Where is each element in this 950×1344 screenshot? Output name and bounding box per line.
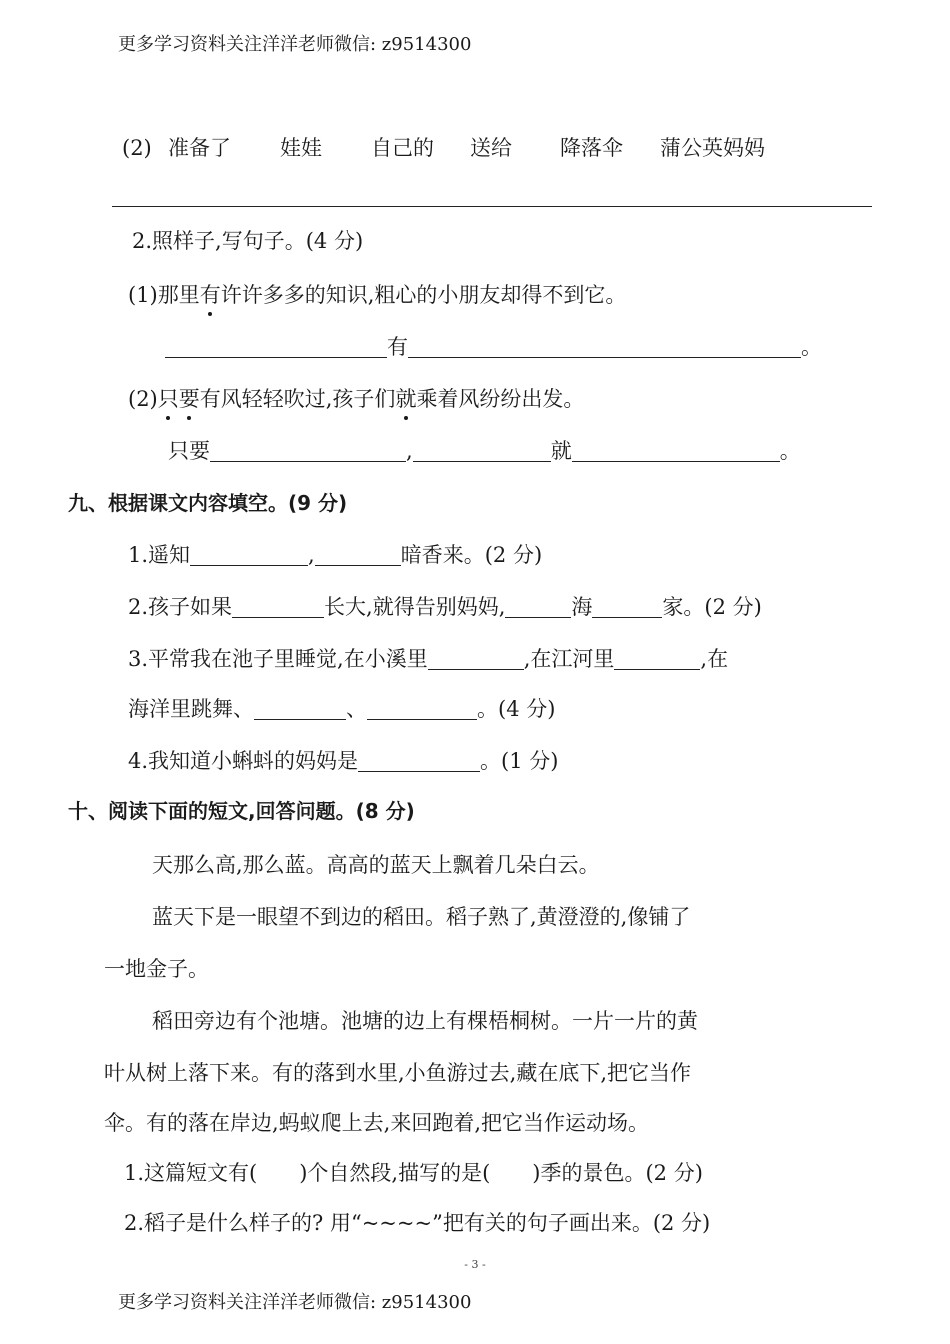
fill-blank[interactable] [210,439,406,462]
emphasis-dot: 只 [157,387,179,411]
q2-title: 2.照样子,写句子。(4 分) [132,229,364,253]
word-chip: 娃娃 [280,136,322,160]
answer-line [112,206,872,207]
section-9-title: 九、根据课文内容填空。(9 分) [68,491,348,515]
sec9-q3-cont: 海洋里跳舞、 、 。(4 分) [128,697,556,721]
fill-blank[interactable] [315,543,401,566]
emphasis-dot: 就 [395,387,417,411]
q1-2-label: (2) [122,136,152,160]
fill-blank[interactable] [408,335,801,358]
fill-blank[interactable] [428,647,524,670]
fill-blank[interactable] [413,439,551,462]
fill-blank[interactable] [358,749,480,772]
passage-paragraph-3-cont: 伞。有的落在岸边,蚂蚁爬上去,来回跑着,把它当作运动场。 [104,1111,650,1135]
sec9-q2: 2.孩子如果 长大,就得告别妈妈, 海 家。(2 分) [128,595,762,619]
passage-paragraph-1: 天那么高,那么蓝。高高的蓝天上飘着几朵白云。 [152,853,600,877]
fill-blank[interactable] [165,335,387,358]
fill-blank[interactable] [505,595,571,618]
word-chip: 降落伞 [560,136,623,160]
fill-blank[interactable] [254,697,346,720]
emphasis-dot: 要 [178,387,200,411]
fill-blank[interactable] [592,595,662,618]
fill-blank[interactable] [572,439,780,462]
word-chip: 蒲公英妈妈 [660,136,765,160]
sec10-q2: 2.稻子是什么样子的? 用“~~~~”把有关的句子画出来。(2 分) [124,1211,711,1235]
q2-example-2: (2)只要有风轻轻吹过,孩子们就乘着风纷纷出发。 [128,387,585,411]
passage-paragraph-2-cont: 一地金子。 [104,957,209,981]
section-10-title: 十、阅读下面的短文,回答问题。(8 分) [68,799,415,823]
footer-watermark: 更多学习资料关注洋洋老师微信: z9514300 [118,1292,472,1313]
passage-paragraph-2: 蓝天下是一眼望不到边的稻田。稻子熟了,黄澄澄的,像铺了 [152,905,691,929]
word-chip: 自己的 [371,136,434,160]
fill-blank[interactable] [614,647,700,670]
emphasis-dot: 有 [199,283,221,307]
sec9-q4: 4.我知道小蝌蚪的妈妈是 。(1 分) [128,749,559,773]
sec9-q1: 1.遥知 , 暗香来。(2 分) [128,543,543,567]
header-watermark: 更多学习资料关注洋洋老师微信: z9514300 [118,34,472,55]
fill-blank[interactable] [232,595,324,618]
page-number: - 3 - [464,1258,486,1271]
word-chip: 准备了 [168,136,231,160]
sec10-q1: 1.这篇短文有( )个自然段,描写的是( )季的景色。(2 分) [124,1161,703,1185]
word-chip: 送给 [470,136,512,160]
q2-fill-2: 只要 , 就 。 [168,439,801,463]
sec9-q3: 3.平常我在池子里睡觉,在小溪里 ,在江河里 ,在 [128,647,729,671]
passage-paragraph-3-cont: 叶从树上落下来。有的落到水里,小鱼游过去,藏在底下,把它当作 [104,1061,692,1085]
fill-blank[interactable] [190,543,308,566]
q2-example-1: (1)那里有许许多多的知识,粗心的小朋友却得不到它。 [128,283,627,307]
fill-blank[interactable] [367,697,477,720]
q2-fill-1: 有 。 [165,332,822,362]
passage-paragraph-3: 稻田旁边有个池塘。池塘的边上有棵梧桐树。一片一片的黄 [152,1009,698,1033]
